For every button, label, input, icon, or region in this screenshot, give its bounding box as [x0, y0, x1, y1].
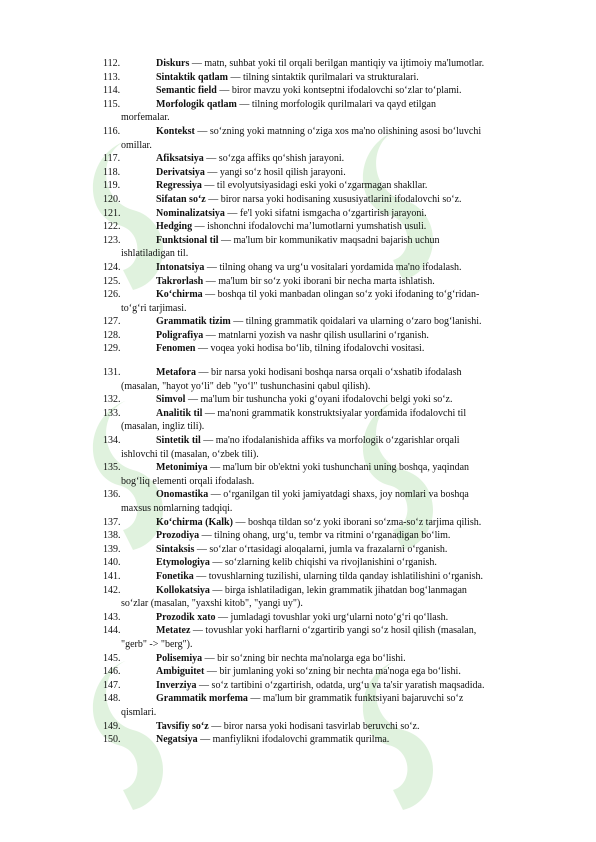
entry-number: 138. — [103, 530, 121, 542]
entry-term: Onomastika — [156, 489, 209, 501]
entry-definition: — tilning ohang, urg‘u, tembr va ritmini o‘rganadigan bo‘lim. — [199, 530, 451, 542]
entry-definition: — ma'no ifodalanishida affiks va morfologik o‘zgarishlar orqali — [200, 435, 460, 447]
entry-continuation: "gerb" -> "berg"). — [121, 638, 193, 650]
glossary-entry — [103, 98, 551, 112]
entry-definition: — matn, suhbat yoki til orqali berilgan mantiqiy va ijtimoiy ma'lumotlar. — [189, 58, 485, 69]
entry-number: 134. — [103, 435, 121, 447]
entry-number: 125. — [103, 275, 121, 287]
entry-definition: — tilning grammatik qoidalari va ularning o‘zaro bog‘lanishi. — [230, 316, 482, 328]
entry-definition: — tovushlarning tuzilishi, ularning tilda qanday ishlatilishini o‘rganish. — [193, 570, 484, 582]
glossary-entry — [103, 461, 551, 475]
entry-term: Poligrafiya — [156, 329, 204, 341]
glossary-entry — [103, 529, 551, 543]
entry-definition: — biror narsa yoki hodisani tasvirlab beruvchi so‘z. — [208, 720, 420, 732]
entry-definition: — so‘zga affiks qo‘shish jarayoni. — [203, 153, 345, 165]
entry-term: Grammatik morfema — [156, 693, 248, 705]
glossary-entry — [103, 275, 551, 289]
entry-definition: — matnlarni yozish va nashr qilish usullarini o‘rganish. — [203, 329, 429, 341]
entry-definition: — bir narsa yoki hodisani boshqa narsa orqali o‘xshatib ifodalash — [195, 367, 462, 379]
glossary-entry — [103, 179, 551, 193]
entry-term: Sintetik til — [156, 435, 201, 447]
entry-continuation: to‘g‘ri tarjimasi. — [121, 302, 187, 314]
glossary-list-b — [103, 366, 551, 747]
entry-definition: — biror mavzu yoki kontseptni ifodalovchi so‘zlar to‘plami. — [216, 85, 462, 97]
glossary-entry — [103, 434, 551, 448]
entry-continuation: omillar. — [121, 139, 152, 151]
entry-term: Analitik til — [156, 407, 203, 419]
entry-definition: — so‘zlar o‘rtasidagi aloqalarni, jumla va frazalarni o‘rganish. — [194, 543, 448, 555]
glossary-entry — [103, 584, 551, 598]
glossary-entry — [103, 366, 551, 380]
entry-definition: — tilning morfologik qurilmalari va qayd etilgan — [236, 98, 436, 110]
entry-number: 150. — [103, 734, 121, 746]
entry-term: Grammatik tizim — [156, 316, 231, 328]
entry-continuation: (masalan, "hayot yo‘li" deb "yo‘l" tushunchasini qabul qilish). — [121, 380, 371, 392]
entry-continuation: ishlovchi til (masalan, o‘zbek tili). — [121, 448, 259, 460]
entry-definition: — ma'lum bir tushuncha yoki g‘oyani ifodalovchi belgi yoki so‘z. — [185, 394, 453, 406]
glossary-entry — [103, 166, 551, 180]
entry-number: 142. — [103, 584, 121, 596]
entry-definition: — voqea yoki hodisa bo‘lib, tilning ifodalovchi vositasi. — [195, 343, 425, 355]
entry-definition: — til evolyutsiyasidagi eski yoki o‘zgarmagan shakllar. — [201, 180, 428, 192]
glossary-entry — [103, 71, 551, 85]
glossary-entry — [103, 329, 551, 343]
entry-definition: — boshqa tildan so‘z yoki iborani so‘zma-so‘z tarjima qilish. — [232, 516, 482, 528]
entry-term: Sintaksis — [156, 543, 195, 555]
glossary-entry — [103, 125, 551, 139]
entry-number: 143. — [103, 611, 121, 623]
glossary-entry — [103, 679, 551, 693]
entry-term: Etymologiya — [156, 557, 210, 569]
entry-definition: — manfiylikni ifodalovchi grammatik qurilma. — [197, 734, 390, 746]
glossary-entry — [103, 488, 551, 502]
glossary-entry — [103, 624, 551, 638]
entry-term: Hedging — [156, 221, 193, 233]
entry-number: 133. — [103, 407, 121, 419]
glossary-entry — [103, 288, 551, 302]
entry-number: 117. — [103, 153, 121, 165]
entry-definition: — tilning ohang va urg‘u vositalari yordamida ma'no ifodalash. — [204, 261, 462, 273]
entry-definition: — boshqa til yoki manbadan olingan so‘z yoki ifodaning to‘g‘ridan- — [202, 289, 480, 301]
glossary-entry — [103, 516, 551, 530]
section-gap — [103, 356, 551, 366]
entry-number: 136. — [103, 489, 121, 501]
entry-term: Kollokatsiya — [156, 584, 210, 596]
entry-definition: — ma'lum bir kommunikativ maqsadni bajarish uchun — [218, 234, 440, 246]
entry-number: 115. — [103, 98, 121, 110]
entry-number: 118. — [103, 166, 121, 178]
entry-number: 132. — [103, 394, 121, 406]
glossary-entry — [103, 193, 551, 207]
entry-term: Ko‘chirma (Kalk) — [156, 516, 233, 528]
entry-term: Prozodik xato — [156, 611, 216, 623]
glossary-entry — [103, 220, 551, 234]
entry-number: 116. — [103, 125, 121, 137]
entry-continuation: (masalan, ingliz tili). — [121, 421, 205, 433]
entry-term: Semantic field — [156, 85, 217, 97]
entry-number: 148. — [103, 693, 121, 705]
entry-definition: — yangi so‘z hosil qilish jarayoni. — [204, 166, 346, 178]
entry-term: Ambiguitet — [156, 666, 205, 678]
glossary-entry — [103, 234, 551, 248]
entry-number: 120. — [103, 193, 121, 205]
glossary-entry — [103, 733, 551, 747]
entry-term: Prozodiya — [156, 530, 200, 542]
entry-continuation: bog‘liq elementi orqali ifodalash. — [121, 475, 255, 487]
entry-definition: — birga ishlatiladigan, lekin grammatik jihatdan bog‘lanmagan — [209, 584, 467, 596]
entry-number: 121. — [103, 207, 121, 219]
entry-number: 114. — [103, 85, 121, 97]
entry-number: 129. — [103, 343, 121, 355]
glossary-entry — [103, 720, 551, 734]
entry-number: 145. — [103, 652, 121, 664]
entry-number: 113. — [103, 71, 121, 83]
entry-term: Morfologik qatlam — [156, 98, 237, 110]
entry-term: Metatez — [156, 625, 191, 637]
glossary-entry — [103, 393, 551, 407]
entry-number: 139. — [103, 543, 121, 555]
glossary-entry — [103, 315, 551, 329]
entry-continuation: ishlatiladigan til. — [121, 248, 189, 260]
entry-number: 137. — [103, 516, 121, 528]
entry-definition: — bir jumlaning yoki so‘zning bir nechta ma'noga ega bo‘lishi. — [204, 666, 461, 678]
entry-number: 112. — [103, 58, 121, 69]
entry-definition: — so‘zlarning kelib chiqishi va rivojlanishini o‘rganish. — [209, 557, 437, 569]
entry-term: Nominalizatsiya — [156, 207, 225, 219]
entry-number: 149. — [103, 720, 121, 732]
entry-term: Afiksatsiya — [156, 153, 204, 165]
entry-term: Polisemiya — [156, 652, 203, 664]
glossary-entry — [103, 692, 551, 706]
entry-term: Negatsiya — [156, 734, 198, 746]
glossary-entry — [103, 207, 551, 221]
entry-term: Ko‘chirma — [156, 289, 203, 301]
glossary-entry — [103, 407, 551, 421]
entry-definition: — tovushlar yoki harflarni o‘zgartirib yangi so‘z hosil qilish (masalan, — [190, 625, 477, 637]
glossary-entry — [103, 342, 551, 356]
entry-number: 124. — [103, 261, 121, 273]
entry-term: Simvol — [156, 394, 186, 406]
entry-continuation: maxsus nomlarning tadqiqi. — [121, 503, 233, 514]
entry-term: Sintaktik qatlam — [156, 71, 228, 83]
glossary-entry — [103, 57, 551, 71]
glossary-page — [103, 57, 551, 747]
entry-term: Metafora — [156, 367, 196, 379]
entry-continuation: qismlari. — [121, 706, 157, 718]
entry-definition: — tilning sintaktik qurilmalari va strukturalari. — [227, 71, 419, 83]
entry-definition: — ma'lum bir grammatik funktsiyani bajaruvchi so‘z — [247, 693, 464, 705]
entry-term: Derivatsiya — [156, 166, 205, 178]
entry-definition: — ishonchni ifodalovchi ma’lumotlarni yumshatish usuli. — [192, 221, 427, 233]
glossary-entry — [103, 570, 551, 584]
entry-term: Regressiya — [156, 180, 202, 192]
glossary-list-a — [103, 57, 551, 356]
entry-term: Kontekst — [156, 125, 195, 137]
entry-definition: — biror narsa yoki hodisaning xususiyatlarini ifodalovchi so‘z. — [205, 193, 462, 205]
entry-definition: — fe'l yoki sifatni ismgacha o‘zgartirish jarayoni. — [224, 207, 427, 219]
glossary-entry — [103, 652, 551, 666]
entry-number: 135. — [103, 462, 121, 474]
entry-term: Funktsional til — [156, 234, 219, 246]
glossary-entry — [103, 261, 551, 275]
entry-term: Fenomen — [156, 343, 196, 355]
entry-number: 127. — [103, 316, 121, 328]
entry-term: Intonatsiya — [156, 261, 205, 273]
entry-number: 126. — [103, 289, 121, 301]
glossary-entry — [103, 665, 551, 679]
entry-continuation: morfemalar. — [121, 112, 170, 124]
entry-number: 140. — [103, 557, 121, 569]
entry-number: 128. — [103, 329, 121, 341]
entry-definition: — ma'lum bir so‘z yoki iborani bir necha marta ishlatish. — [203, 275, 435, 287]
glossary-entry — [103, 152, 551, 166]
entry-term: Takrorlash — [156, 275, 204, 287]
entry-number: 122. — [103, 221, 121, 233]
entry-definition: — o‘rganilgan til yoki jamiyatdagi shaxs, joy nomlari va boshqa — [208, 489, 469, 501]
entry-term: Fonetika — [156, 570, 194, 582]
entry-number: 131. — [103, 367, 121, 379]
entry-term: Sifatan so‘z — [156, 193, 206, 205]
glossary-entry — [103, 543, 551, 557]
glossary-entry — [103, 611, 551, 625]
entry-definition: — bir so‘zning bir nechta ma'nolarga ega bo‘lishi. — [202, 652, 406, 664]
entry-term: Diskurs — [156, 58, 190, 69]
entry-number: 123. — [103, 234, 121, 246]
entry-continuation: so‘zlar (masalan, "yaxshi kitob", "yangi uy"). — [121, 598, 303, 610]
entry-number: 119. — [103, 180, 121, 192]
glossary-entry — [103, 556, 551, 570]
entry-term: Metonimiya — [156, 462, 208, 474]
entry-number: 144. — [103, 625, 121, 637]
entry-term: Inverziya — [156, 679, 197, 691]
entry-definition: — so‘z tartibini o‘zgartirish, odatda, urg‘u va ta'sir yaratish maqsadida. — [196, 679, 485, 691]
glossary-entry — [103, 84, 551, 98]
entry-definition: — ma'lum bir ob'ektni yoki tushunchani uning boshqa, yaqindan — [207, 462, 470, 474]
entry-number: 147. — [103, 679, 121, 691]
entry-definition: — jumladagi tovushlar yoki urg‘ularni noto‘g‘ri qo‘llash. — [215, 611, 449, 623]
entry-number: 146. — [103, 666, 121, 678]
entry-definition: — ma'noni grammatik konstruktsiyalar yordamida ifodalovchi til — [202, 407, 467, 419]
entry-term: Tavsifiy so‘z — [156, 720, 209, 732]
entry-number: 141. — [103, 570, 121, 582]
entry-definition: — so‘zning yoki matnning o‘ziga xos ma'no olishining asosi bo‘luvchi — [194, 125, 482, 137]
